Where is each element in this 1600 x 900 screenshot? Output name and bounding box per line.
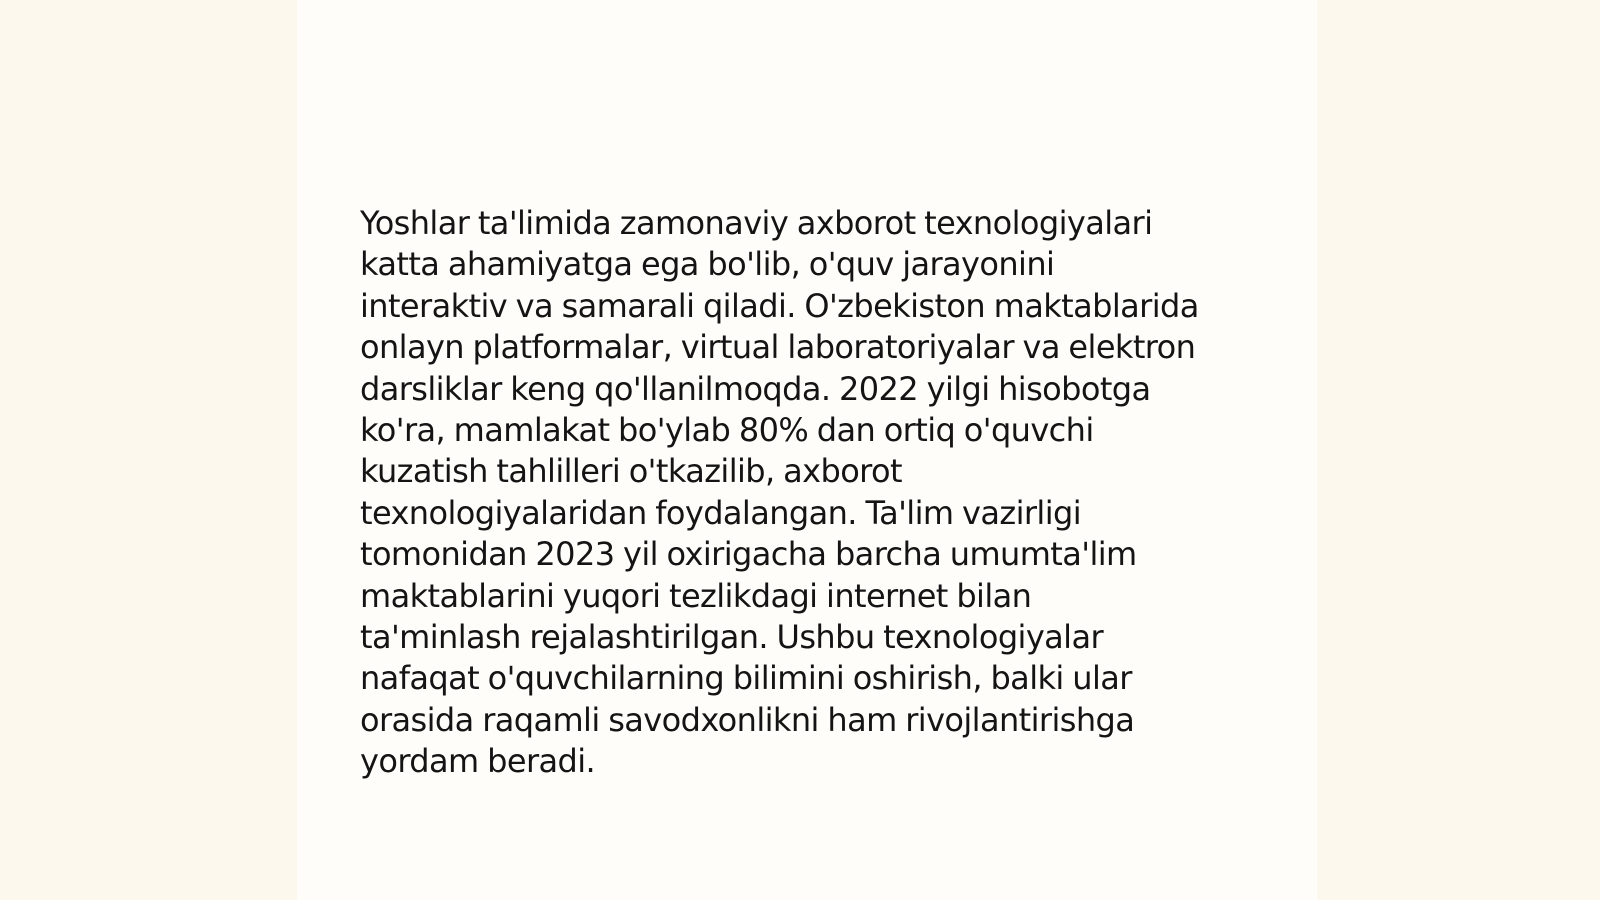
paragraph-line: kuzatish tahlilleri o'tkazilib, axborot bbox=[360, 452, 902, 491]
paragraph-line: onlayn platformalar, virtual laboratoriyalar va elektron bbox=[360, 328, 1196, 367]
paragraph-line: darsliklar keng qo'llanilmoqda. 2022 yilgi hisobotga bbox=[360, 369, 1151, 408]
paragraph-line: Yoshlar ta'limida zamonaviy axborot texnologiyalari bbox=[360, 204, 1153, 242]
paragraph-line: texnologiyalaridan foydalangan. Ta'lim vazirligi bbox=[360, 493, 1081, 532]
paragraph-line: ta'minlash rejalashtirilgan. Ushbu texnologiyalar bbox=[360, 618, 1104, 657]
paragraph-line: katta ahamiyatga ega bo'lib, o'quv jarayonini bbox=[360, 245, 1055, 284]
paragraph-line: interaktiv va samarali qiladi. O'zbekiston maktablarida bbox=[360, 286, 1199, 325]
paragraph-line: nafaqat o'quvchilarning bilimini oshirish, balki ular bbox=[360, 659, 1132, 698]
paragraph-line: orasida raqamli savodxonlikni ham rivojlantirishga bbox=[360, 700, 1135, 739]
paragraph-line: tomonidan 2023 yil oxirigacha barcha umumta'lim bbox=[360, 535, 1137, 574]
body-paragraph bbox=[360, 203, 1260, 783]
document-page bbox=[297, 0, 1317, 900]
paragraph-line: ko'ra, mamlakat bo'ylab 80% dan ortiq o'quvchi bbox=[360, 411, 1094, 450]
paragraph-line: maktablarini yuqori tezlikdagi internet bilan bbox=[360, 576, 1032, 615]
paragraph-line: yordam beradi. bbox=[360, 742, 596, 781]
